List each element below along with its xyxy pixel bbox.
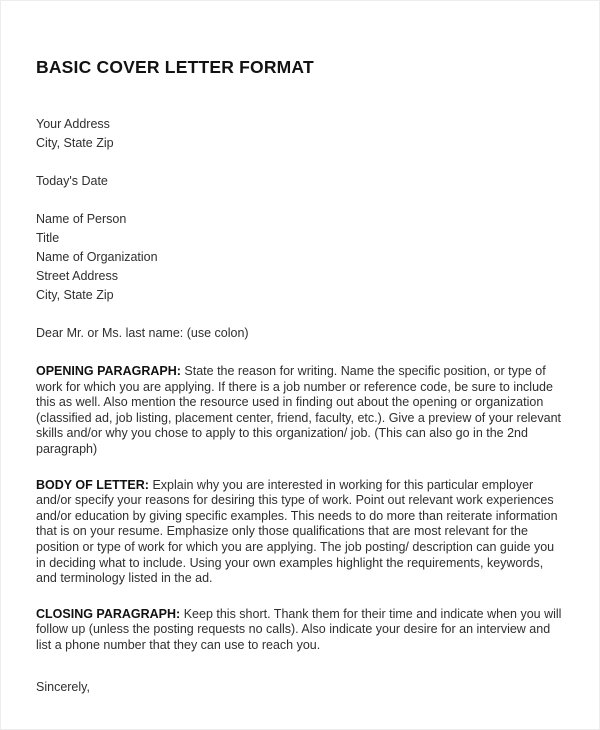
- body-paragraph-label: BODY OF LETTER:: [36, 477, 149, 492]
- recipient-address-block: [36, 210, 565, 305]
- opening-paragraph-label: OPENING PARAGRAPH:: [36, 364, 181, 378]
- page-title: BASIC COVER LETTER FORMAT: [36, 57, 314, 77]
- closing-signoff: Sincerely,: [36, 679, 90, 694]
- recipient-organization: Name of Organization: [36, 250, 158, 264]
- sender-city-state-zip: City, State Zip: [36, 136, 114, 150]
- salutation-block: [36, 324, 565, 343]
- opening-paragraph-text: State the reason for writing. Name the specific position, or type of work for which you are applying. If there is a job number or reference code, be sure to include this as well. Also mention the resource used in finding out about the opening or organization (classified ad, job listing, placement center, friend, faculty, etc.). Give a preview of your relevant skills and/or why you chose to apply to this organization/ job. (This can also go in the 2nd paragraph): [36, 364, 562, 456]
- recipient-city-state-zip: City, State Zip: [36, 288, 114, 302]
- body-paragraph: [36, 478, 565, 587]
- recipient-title: Title: [36, 231, 60, 245]
- recipient-street-address: Street Address: [36, 269, 118, 283]
- date-block: [36, 172, 565, 191]
- sender-address-line: Your Address: [36, 117, 110, 131]
- body-paragraph-text: Explain why you are interested in working for this particular employer and/or specify your reasons for desiring this type of work. Point out relevant work experiences and/or education by giving specific examples. This needs to do more than reiterate information that is on your resume. Emphasize only those qualifications that are most relevant for the position or type of work for which you are applying. The job posting/ description can guide you in deciding what to include. Using your own examples highlight the requirements, keywords, and terminology listed in the ad.: [36, 477, 558, 586]
- salutation-line: Dear Mr. or Ms. last name: (use colon): [36, 326, 249, 340]
- date-line: Today's Date: [36, 174, 108, 188]
- closing-paragraph: [36, 607, 565, 654]
- recipient-name: Name of Person: [36, 212, 127, 226]
- sender-address-block: [36, 115, 565, 153]
- opening-paragraph: [36, 364, 565, 458]
- closing-paragraph-text: Keep this short. Thank them for their time and indicate when you will follow up (unless the posting requests no calls). Also indicate your desire for an interview and list a phone number that they can use to reach you.: [36, 606, 562, 652]
- closing-paragraph-label: CLOSING PARAGRAPH:: [36, 606, 181, 621]
